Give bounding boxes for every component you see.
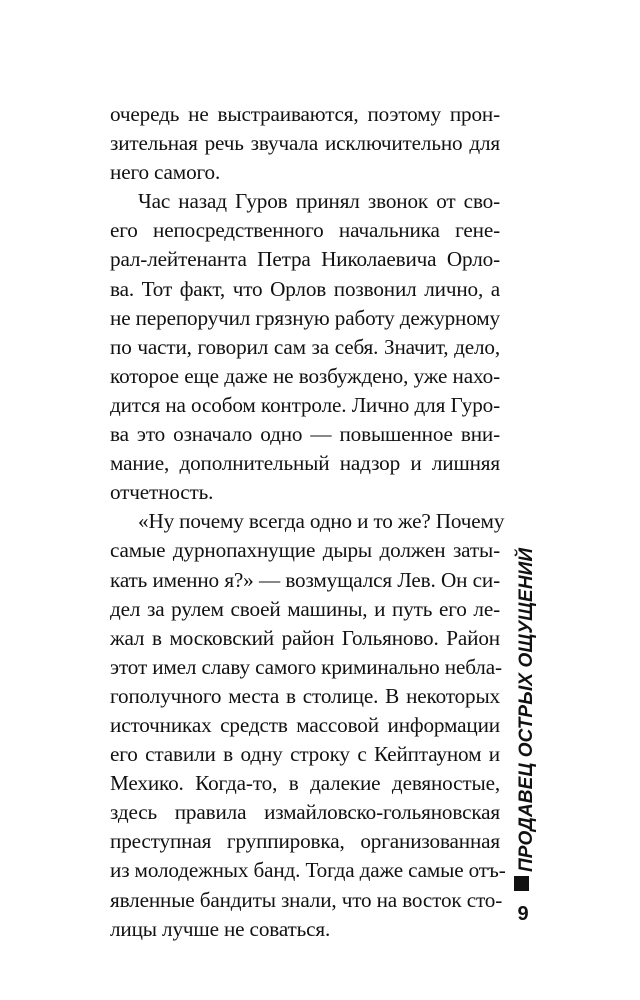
text-line: дел за рулем своей машины, и путь его ле- xyxy=(110,596,500,621)
text-line: самые дурнопахнущие дыры должен заты- xyxy=(110,538,500,563)
text-line: преступная группировка, организованная xyxy=(110,829,500,854)
body-text xyxy=(110,100,506,944)
text-line: отчетность. xyxy=(110,480,214,505)
page-number: 9 xyxy=(517,903,529,925)
text-line: мание, дополнительный надзор и лишняя xyxy=(110,451,500,476)
text-line: дится на особом контроле. Лично для Гуро- xyxy=(110,392,500,417)
text-line: рал-лейтенанта Петра Николаевича Орло- xyxy=(110,247,500,272)
running-head xyxy=(508,547,540,872)
text-line: ва. Тот факт, что Орлов позвонил лично, а xyxy=(110,276,500,301)
text-line: гополучного места в столице. В некоторых xyxy=(110,683,500,708)
text-line: этот имел славу самого криминально небла- xyxy=(110,654,502,679)
text-line: «Ну почему всегда одно и то же? Почему xyxy=(138,509,505,534)
text-line: источниках средств массовой информации xyxy=(110,712,500,737)
text-line: зительная речь звучала исключительно для xyxy=(110,131,500,156)
text-line: его ставили в одну строку с Кейптауном и xyxy=(110,742,500,767)
text-line: которое еще даже не возбуждено, уже нахо- xyxy=(110,363,500,388)
square-marker-icon xyxy=(514,876,529,891)
text-line: лицы лучше не соваться. xyxy=(110,916,331,941)
text-line: Час назад Гуров принял звонок от сво- xyxy=(138,189,500,214)
text-line: жал в московский район Гольяново. Район xyxy=(110,625,500,650)
text-line: очередь не выстраиваются, поэтому прон- xyxy=(110,102,500,126)
text-line: него самого. xyxy=(110,160,221,185)
text-line: явленные бандиты знали, что на восток сто- xyxy=(110,887,503,912)
text-line: не перепоручил грязную работу дежурному xyxy=(110,305,500,330)
text-line: Мехико. Когда-то, в далекие девяностые, xyxy=(110,771,500,796)
book-title: ПРОДАВЕЦ ОСТРЫХ ОЩУЩЕНИЙ xyxy=(516,547,537,872)
text-line: по части, говорил сам за себя. Значит, дело, xyxy=(110,334,500,359)
text-line: здесь правила измайловско-гольяновская xyxy=(110,800,500,825)
text-line: кать именно я?» — возмущался Лев. Он си- xyxy=(110,567,500,592)
text-line: его непосредственного начальника гене- xyxy=(110,218,500,243)
text-line: ва это означало одно — повышенное вни- xyxy=(110,422,500,447)
text-line: из молодежных банд. Тогда даже самые отъ- xyxy=(110,858,506,883)
